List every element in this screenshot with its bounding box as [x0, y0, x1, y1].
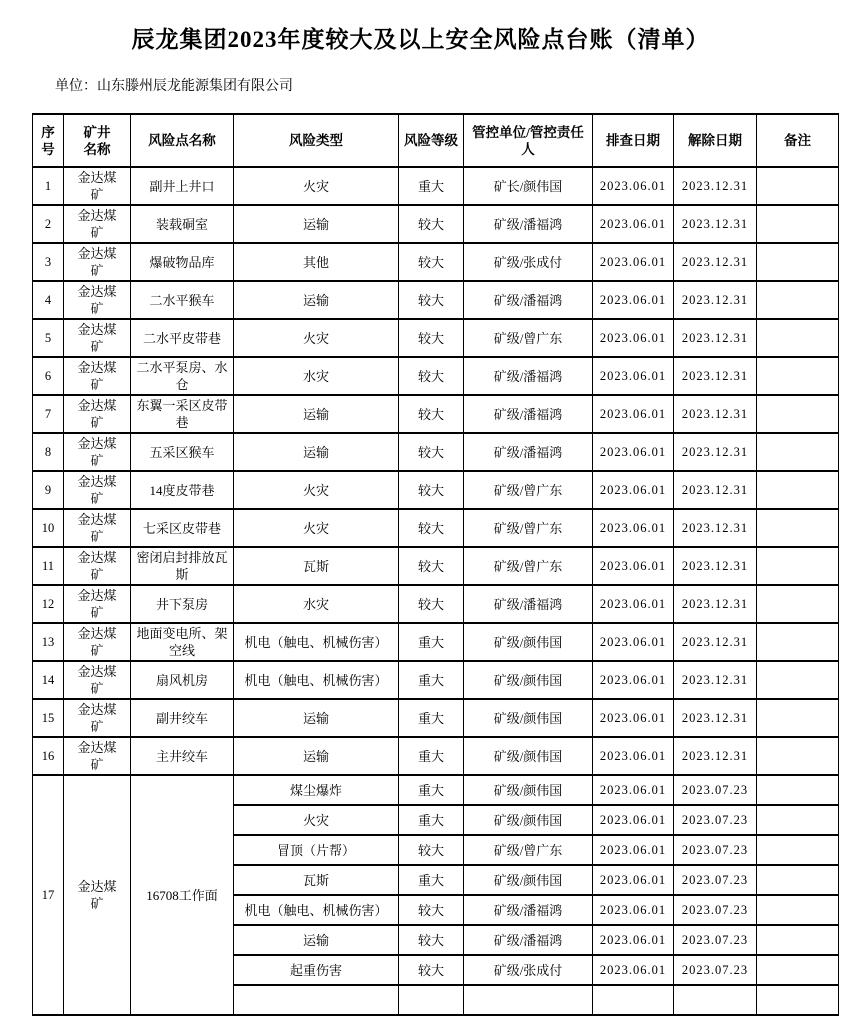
- control-cell: 矿级/潘福鸿: [464, 585, 593, 623]
- control-cell: 矿级/曾广东: [464, 319, 593, 357]
- type-cell: 火灾: [234, 319, 399, 357]
- mine-cell: 金达煤矿: [64, 737, 131, 775]
- point-cell: 五采区猴车: [131, 433, 234, 471]
- control-cell: 矿级/潘福鸿: [464, 433, 593, 471]
- remark-cell: [757, 623, 839, 661]
- level-cell: 较大: [399, 895, 464, 925]
- release-cell: 2023.12.31: [674, 243, 757, 281]
- level-cell: 较大: [399, 925, 464, 955]
- risk-table: [32, 113, 839, 1016]
- check-cell: 2023.06.01: [593, 661, 674, 699]
- control-cell: 矿级/颜伟国: [464, 865, 593, 895]
- header-cell: 管控单位/管控责任人: [464, 114, 593, 167]
- header-cell: 矿井名称: [64, 114, 131, 167]
- control-cell: 矿级/颜伟国: [464, 737, 593, 775]
- remark-cell: [757, 865, 839, 895]
- type-cell: 火灾: [234, 805, 399, 835]
- release-cell: 2023.07.23: [674, 895, 757, 925]
- point-cell: 地面变电所、架空线: [131, 623, 234, 661]
- level-cell: 较大: [399, 585, 464, 623]
- type-cell: 运输: [234, 737, 399, 775]
- mine-cell: 金达煤矿: [64, 167, 131, 205]
- table-row: [33, 737, 839, 775]
- check-cell: 2023.06.01: [593, 357, 674, 395]
- control-cell: 矿级/潘福鸿: [464, 895, 593, 925]
- level-cell: 较大: [399, 205, 464, 243]
- no-cell: 9: [33, 471, 64, 509]
- release-cell: 2023.07.23: [674, 835, 757, 865]
- mine-cell: 金达煤矿: [64, 623, 131, 661]
- remark-cell: [757, 281, 839, 319]
- table-row: [33, 775, 839, 805]
- remark-cell: [757, 925, 839, 955]
- release-cell: 2023.07.23: [674, 805, 757, 835]
- release-cell: 2023.12.31: [674, 623, 757, 661]
- control-cell: 矿级/颜伟国: [464, 775, 593, 805]
- table-row: [33, 585, 839, 623]
- release-cell: 2023.12.31: [674, 281, 757, 319]
- no-cell: 10: [33, 509, 64, 547]
- point-cell: 副井上井口: [131, 167, 234, 205]
- type-cell: 火灾: [234, 471, 399, 509]
- type-cell: 起重伤害: [234, 955, 399, 985]
- header-cell: 解除日期: [674, 114, 757, 167]
- remark-cell: [757, 167, 839, 205]
- point-cell: 二水平泵房、水仓: [131, 357, 234, 395]
- level-cell: 重大: [399, 661, 464, 699]
- type-cell: 运输: [234, 925, 399, 955]
- release-cell: 2023.12.31: [674, 395, 757, 433]
- no-cell: 17: [33, 775, 64, 1015]
- type-cell: 运输: [234, 205, 399, 243]
- control-cell: 矿级/潘福鸿: [464, 357, 593, 395]
- type-cell: 水灾: [234, 357, 399, 395]
- release-cell: 2023.12.31: [674, 433, 757, 471]
- check-cell: 2023.06.01: [593, 805, 674, 835]
- type-cell: [234, 985, 399, 1015]
- type-cell: 其他: [234, 243, 399, 281]
- type-cell: 运输: [234, 395, 399, 433]
- level-cell: 重大: [399, 805, 464, 835]
- check-cell: 2023.06.01: [593, 895, 674, 925]
- check-cell: 2023.06.01: [593, 205, 674, 243]
- level-cell: 较大: [399, 395, 464, 433]
- check-cell: 2023.06.01: [593, 737, 674, 775]
- level-cell: 较大: [399, 281, 464, 319]
- table-row: [33, 395, 839, 433]
- control-cell: 矿级/颜伟国: [464, 661, 593, 699]
- point-cell: 扇风机房: [131, 661, 234, 699]
- check-cell: 2023.06.01: [593, 699, 674, 737]
- check-cell: 2023.06.01: [593, 281, 674, 319]
- point-cell: 副井绞车: [131, 699, 234, 737]
- release-cell: 2023.12.31: [674, 509, 757, 547]
- type-cell: 运输: [234, 433, 399, 471]
- control-cell: 矿级/潘福鸿: [464, 281, 593, 319]
- no-cell: 7: [33, 395, 64, 433]
- remark-cell: [757, 319, 839, 357]
- control-cell: 矿级/潘福鸿: [464, 205, 593, 243]
- release-cell: 2023.07.23: [674, 865, 757, 895]
- check-cell: 2023.06.01: [593, 243, 674, 281]
- release-cell: 2023.12.31: [674, 585, 757, 623]
- type-cell: 瓦斯: [234, 547, 399, 585]
- control-cell: 矿级/颜伟国: [464, 623, 593, 661]
- no-cell: 4: [33, 281, 64, 319]
- level-cell: 重大: [399, 775, 464, 805]
- remark-cell: [757, 395, 839, 433]
- remark-cell: [757, 205, 839, 243]
- table-row: [33, 433, 839, 471]
- header-cell: 备注: [757, 114, 839, 167]
- check-cell: 2023.06.01: [593, 471, 674, 509]
- table-row: [33, 357, 839, 395]
- control-cell: 矿级/张成付: [464, 955, 593, 985]
- level-cell: [399, 985, 464, 1015]
- control-cell: 矿级/曾广东: [464, 471, 593, 509]
- mine-cell: 金达煤矿: [64, 471, 131, 509]
- point-cell: 二水平猴车: [131, 281, 234, 319]
- page-title: 辰龙集团2023年度较大及以上安全风险点台账（清单）: [131, 27, 710, 52]
- table-row: [33, 471, 839, 509]
- check-cell: 2023.06.01: [593, 167, 674, 205]
- release-cell: 2023.07.23: [674, 955, 757, 985]
- check-cell: 2023.06.01: [593, 395, 674, 433]
- mine-cell: 金达煤矿: [64, 243, 131, 281]
- unit-label: 单位：山东滕州辰龙能源集团有限公司: [55, 79, 293, 94]
- control-cell: 矿长/颜伟国: [464, 167, 593, 205]
- remark-cell: [757, 895, 839, 925]
- mine-cell: 金达煤矿: [64, 357, 131, 395]
- check-cell: 2023.06.01: [593, 623, 674, 661]
- table-row: [33, 547, 839, 585]
- mine-cell: 金达煤矿: [64, 547, 131, 585]
- remark-cell: [757, 985, 839, 1015]
- remark-cell: [757, 775, 839, 805]
- level-cell: 重大: [399, 865, 464, 895]
- no-cell: 2: [33, 205, 64, 243]
- check-cell: [593, 985, 674, 1015]
- point-cell: 爆破物品库: [131, 243, 234, 281]
- remark-cell: [757, 699, 839, 737]
- no-cell: 3: [33, 243, 64, 281]
- control-cell: 矿级/潘福鸿: [464, 925, 593, 955]
- mine-cell: 金达煤矿: [64, 509, 131, 547]
- mine-cell: 金达煤矿: [64, 433, 131, 471]
- control-cell: 矿级/潘福鸿: [464, 395, 593, 433]
- remark-cell: [757, 835, 839, 865]
- check-cell: 2023.06.01: [593, 585, 674, 623]
- level-cell: 较大: [399, 357, 464, 395]
- control-cell: 矿级/颜伟国: [464, 699, 593, 737]
- control-cell: [464, 985, 593, 1015]
- remark-cell: [757, 433, 839, 471]
- check-cell: 2023.06.01: [593, 835, 674, 865]
- remark-cell: [757, 737, 839, 775]
- point-cell: 七采区皮带巷: [131, 509, 234, 547]
- header-cell: 序号: [33, 114, 64, 167]
- level-cell: 重大: [399, 737, 464, 775]
- type-cell: 煤尘爆炸: [234, 775, 399, 805]
- header-cell: 风险点名称: [131, 114, 234, 167]
- release-cell: 2023.07.23: [674, 775, 757, 805]
- point-cell: 装载硐室: [131, 205, 234, 243]
- mine-cell: 金达煤矿: [64, 395, 131, 433]
- level-cell: 重大: [399, 167, 464, 205]
- type-cell: 机电（触电、机械伤害）: [234, 661, 399, 699]
- control-cell: 矿级/曾广东: [464, 547, 593, 585]
- point-cell: 密闭启封排放瓦斯: [131, 547, 234, 585]
- table-row: [33, 205, 839, 243]
- point-cell: 16708工作面: [131, 775, 234, 1015]
- point-cell: 井下泵房: [131, 585, 234, 623]
- no-cell: 14: [33, 661, 64, 699]
- header-cell: 排查日期: [593, 114, 674, 167]
- no-cell: 5: [33, 319, 64, 357]
- type-cell: 机电（触电、机械伤害）: [234, 895, 399, 925]
- level-cell: 较大: [399, 835, 464, 865]
- no-cell: 8: [33, 433, 64, 471]
- remark-cell: [757, 243, 839, 281]
- no-cell: 16: [33, 737, 64, 775]
- control-cell: 矿级/张成付: [464, 243, 593, 281]
- control-cell: 矿级/曾广东: [464, 509, 593, 547]
- mine-cell: 金达煤矿: [64, 585, 131, 623]
- point-cell: 14度皮带巷: [131, 471, 234, 509]
- release-cell: 2023.12.31: [674, 167, 757, 205]
- release-cell: 2023.12.31: [674, 737, 757, 775]
- mine-cell: 金达煤矿: [64, 319, 131, 357]
- release-cell: [674, 985, 757, 1015]
- control-cell: 矿级/曾广东: [464, 835, 593, 865]
- release-cell: 2023.12.31: [674, 699, 757, 737]
- table-row: [33, 509, 839, 547]
- table-row: [33, 623, 839, 661]
- mine-cell: 金达煤矿: [64, 775, 131, 1015]
- level-cell: 较大: [399, 433, 464, 471]
- header-cell: 风险类型: [234, 114, 399, 167]
- table-row: [33, 699, 839, 737]
- release-cell: 2023.12.31: [674, 357, 757, 395]
- table-header: [33, 114, 839, 167]
- check-cell: 2023.06.01: [593, 925, 674, 955]
- no-cell: 15: [33, 699, 64, 737]
- remark-cell: [757, 357, 839, 395]
- level-cell: 较大: [399, 509, 464, 547]
- table-row: [33, 243, 839, 281]
- level-cell: 重大: [399, 623, 464, 661]
- header-cell: 风险等级: [399, 114, 464, 167]
- type-cell: 火灾: [234, 167, 399, 205]
- type-cell: 水灾: [234, 585, 399, 623]
- check-cell: 2023.06.01: [593, 319, 674, 357]
- remark-cell: [757, 955, 839, 985]
- remark-cell: [757, 509, 839, 547]
- mine-cell: 金达煤矿: [64, 699, 131, 737]
- check-cell: 2023.06.01: [593, 433, 674, 471]
- table-row: [33, 319, 839, 357]
- level-cell: 较大: [399, 547, 464, 585]
- type-cell: 瓦斯: [234, 865, 399, 895]
- no-cell: 1: [33, 167, 64, 205]
- check-cell: 2023.06.01: [593, 509, 674, 547]
- release-cell: 2023.12.31: [674, 205, 757, 243]
- check-cell: 2023.06.01: [593, 865, 674, 895]
- point-cell: 主井绞车: [131, 737, 234, 775]
- no-cell: 12: [33, 585, 64, 623]
- remark-cell: [757, 547, 839, 585]
- release-cell: 2023.12.31: [674, 661, 757, 699]
- remark-cell: [757, 805, 839, 835]
- remark-cell: [757, 661, 839, 699]
- table-row: [33, 167, 839, 205]
- remark-cell: [757, 585, 839, 623]
- mine-cell: 金达煤矿: [64, 205, 131, 243]
- type-cell: 运输: [234, 281, 399, 319]
- table-row: [33, 661, 839, 699]
- check-cell: 2023.06.01: [593, 955, 674, 985]
- release-cell: 2023.12.31: [674, 471, 757, 509]
- release-cell: 2023.12.31: [674, 319, 757, 357]
- type-cell: 机电（触电、机械伤害）: [234, 623, 399, 661]
- level-cell: 较大: [399, 319, 464, 357]
- no-cell: 11: [33, 547, 64, 585]
- check-cell: 2023.06.01: [593, 775, 674, 805]
- table-body: [33, 167, 839, 1015]
- level-cell: 较大: [399, 471, 464, 509]
- control-cell: 矿级/颜伟国: [464, 805, 593, 835]
- type-cell: 冒顶（片帮）: [234, 835, 399, 865]
- release-cell: 2023.12.31: [674, 547, 757, 585]
- check-cell: 2023.06.01: [593, 547, 674, 585]
- type-cell: 火灾: [234, 509, 399, 547]
- mine-cell: 金达煤矿: [64, 281, 131, 319]
- level-cell: 较大: [399, 955, 464, 985]
- remark-cell: [757, 471, 839, 509]
- header-row: [33, 114, 839, 167]
- level-cell: 较大: [399, 243, 464, 281]
- no-cell: 13: [33, 623, 64, 661]
- point-cell: 二水平皮带巷: [131, 319, 234, 357]
- mine-cell: 金达煤矿: [64, 661, 131, 699]
- release-cell: 2023.07.23: [674, 925, 757, 955]
- table-row: [33, 281, 839, 319]
- type-cell: 运输: [234, 699, 399, 737]
- no-cell: 6: [33, 357, 64, 395]
- level-cell: 重大: [399, 699, 464, 737]
- point-cell: 东翼一采区皮带巷: [131, 395, 234, 433]
